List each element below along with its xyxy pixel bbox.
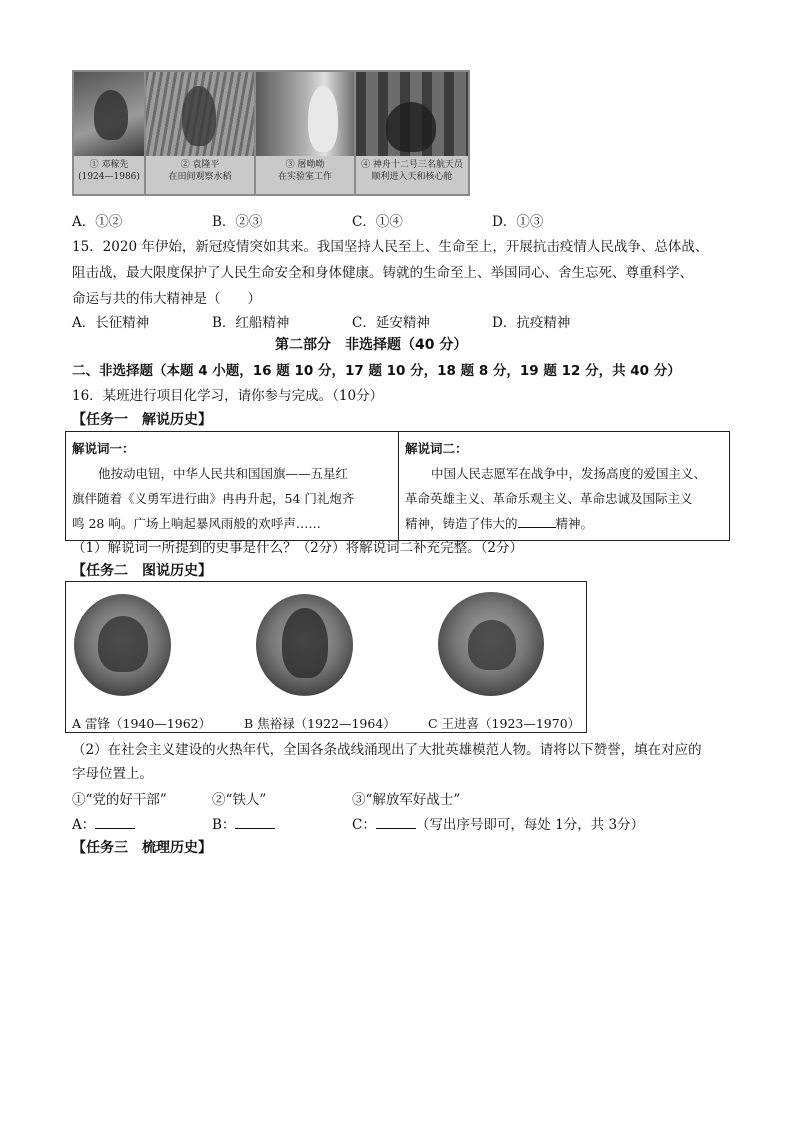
photo-deng-jiaxian — [74, 72, 144, 194]
explanation1-heading: 解说词一： — [72, 441, 135, 456]
photo-jiao-yulu — [256, 594, 353, 696]
task1-title: 【任务一 解说历史】 — [72, 412, 212, 428]
photo-strip — [72, 70, 470, 196]
photo-caption: (1924—1986) — [78, 172, 140, 182]
praise-3: ③“解放军好战士” — [352, 792, 461, 808]
answer-blank-c[interactable] — [376, 814, 416, 829]
photo-caption: 在实验室工作 — [277, 172, 332, 182]
heroes-figure — [65, 581, 587, 733]
q16-intro: 16．某班进行项目化学习，请你参与完成。（10分） — [72, 388, 384, 404]
explanation-cell-2 — [399, 432, 730, 541]
praise-2: ②“铁人” — [212, 792, 267, 808]
q15-text-line2: 阻击战，最大限度保护了人民生命安全和身体健康。铸就的生命至上、举国同心、舍生忘死、尊重科学、 — [72, 265, 693, 281]
explanation2-heading: 解说词二： — [405, 441, 468, 456]
photo-caption: 在田间观察水稻 — [168, 172, 232, 182]
hero-caption-c: C 王进喜（1923—1970） — [428, 716, 581, 731]
q15-option-b[interactable]: B．红船精神 — [212, 315, 290, 331]
hero-caption-b: B 焦裕禄（1922—1964） — [244, 716, 396, 731]
answer-blank-a[interactable] — [95, 814, 135, 829]
task2-title: 【任务二 图说历史】 — [72, 563, 212, 579]
photo-wang-jinxi — [438, 592, 544, 696]
hero-caption-a: A 雷锋（1940—1962） — [72, 716, 212, 731]
q16-1-text: （1）解说词一所提到的史事是什么？（2分）将解说词二补充完整。（2分） — [72, 540, 524, 556]
q14-option-b[interactable]: B．②③ — [212, 214, 263, 230]
section2-heading: 二、非选择题（本题 4 小题，16 题 10 分，17 题 10 分，18 题 8 分，19 题 12 分，共 40 分） — [72, 363, 681, 379]
q14-option-d[interactable]: D．①③ — [492, 214, 544, 230]
q14-option-c[interactable]: C．①④ — [352, 214, 403, 230]
q14-option-a[interactable]: A．①② — [72, 214, 123, 230]
part2-title: 第二部分 非选择题（40 分） — [275, 337, 468, 353]
photo-tu-youyou — [256, 72, 354, 194]
q15-option-a[interactable]: A．长征精神 — [72, 315, 150, 331]
answer-note: （写出序号即可，每处 1分，共 3分） — [415, 817, 645, 833]
answer-label-a: A： — [72, 817, 96, 833]
photo-shenzhou-12 — [356, 72, 468, 194]
explanation-cell-1 — [66, 432, 399, 541]
explanation2-line: 精神，铸造了伟大的 — [405, 516, 518, 531]
explanation2-line: 精神。 — [555, 516, 594, 531]
explanation1-line: 旗伴随着《义勇军进行曲》冉冉升起，54 门礼炮齐 — [72, 491, 355, 506]
answer-label-c: C： — [352, 817, 376, 833]
q15-option-d[interactable]: D．抗疫精神 — [492, 315, 571, 331]
photo-yuan-longping — [146, 72, 254, 194]
photo-caption: 顺利进入天和核心舱 — [371, 172, 453, 182]
explanation2-line: 中国人民志愿军在战争中，发扬高度的爱国主义、 — [431, 466, 707, 481]
explanation-table — [65, 431, 730, 541]
answer-blank[interactable] — [518, 513, 556, 528]
explanation1-line: 他按动电钮，中华人民共和国国旗——五星红 — [98, 466, 349, 481]
photo-caption: ④ 神舟十二号三名航天员 — [361, 160, 463, 170]
q16-2-line2: 字母位置上。 — [72, 766, 153, 782]
photo-caption: ② 袁隆平 — [180, 160, 220, 170]
answer-label-b: B： — [212, 817, 236, 833]
photo-caption: ③ 屠呦呦 — [285, 160, 325, 170]
q15-text-line3: 命运与共的伟大精神是（ ） — [72, 291, 261, 307]
task3-title: 【任务三 梳理历史】 — [72, 840, 212, 856]
photo-caption: ① 邓稼先 — [89, 160, 129, 170]
q16-2-line1: （2）在社会主义建设的火热年代，全国各条战线涌现出了大批英雄模范人物。请将以下赞誉，填在对应的 — [72, 742, 702, 758]
q15-text-line1: 15．2020 年伊始，新冠疫情突如其来。我国坚持人民至上、生命至上，开展抗击疫情人民战争、总体战、 — [72, 239, 709, 255]
praise-1: ①“党的好干部” — [72, 792, 167, 808]
photo-lei-feng — [74, 594, 171, 696]
q15-option-c[interactable]: C．延安精神 — [352, 315, 430, 331]
explanation1-line: 鸣 28 响。广场上响起暴风雨般的欢呼声…… — [72, 516, 321, 531]
explanation2-line: 革命英雄主义、革命乐观主义、革命忠诚及国际主义 — [405, 491, 693, 506]
answer-blank-b[interactable] — [235, 814, 275, 829]
